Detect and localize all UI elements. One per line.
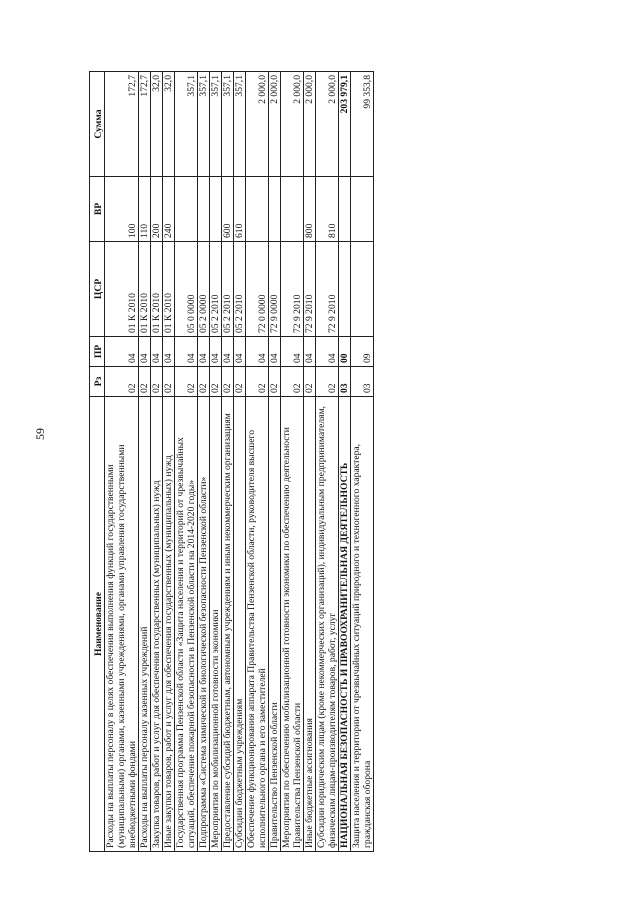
pr-cell: 04 [105, 337, 139, 367]
rz-cell: 02 [175, 367, 198, 397]
vr-cell [246, 177, 269, 242]
csr-cell: 01 К 2010 [163, 242, 175, 337]
table-row [351, 72, 374, 852]
sum-cell: 357,1 [175, 72, 198, 177]
name-cell: Предоставление субсидий бюджетным, автономным учреждениям и иным некоммерческим организациям [222, 397, 234, 852]
rz-cell: 02 [246, 367, 269, 397]
csr-cell: 05 2 2010 [234, 242, 246, 337]
pr-cell: 04 [210, 337, 222, 367]
sum-cell: 2 000,0 [246, 72, 269, 177]
sum-cell: 2 000,0 [316, 72, 339, 177]
table-row [246, 72, 269, 852]
name-cell: Правительство Пензенской области [269, 397, 281, 852]
csr-cell: 72 9 2010 [316, 242, 339, 337]
rz-cell: 02 [222, 367, 234, 397]
name-cell: Закупка товаров, работ и услуг для обеспечения государственных (муниципальных) нужд [151, 397, 163, 852]
name-cell: Иные бюджетные ассигнования [304, 397, 316, 852]
sum-cell: 32,0 [151, 72, 163, 177]
table-row [222, 72, 234, 852]
table-row [105, 72, 139, 852]
csr-cell: 72 0 0000 [246, 242, 269, 337]
rz-cell: 02 [139, 367, 151, 397]
header-vr: ВР [90, 177, 105, 242]
pr-cell: 04 [281, 337, 304, 367]
pr-cell: 09 [351, 337, 374, 367]
pr-cell: 04 [151, 337, 163, 367]
header-row [90, 72, 105, 852]
csr-cell: 72 9 2010 [281, 242, 304, 337]
pr-cell: 04 [198, 337, 210, 367]
name-cell: Расходы на выплаты персоналу в целях обеспечения выполнения функций государственными (муниципальными) органами, казенными учреждениями, органами управления государственными внебюджетными фондами [105, 397, 139, 852]
table-row [316, 72, 339, 852]
vr-cell: 100 [105, 177, 139, 242]
csr-cell: 05 2 2010 [222, 242, 234, 337]
name-cell: Мероприятия по обеспечению мобилизационной готовности экономики по обеспечению деятельности Правительства Пензенской области [281, 397, 304, 852]
table-header [90, 72, 105, 852]
table-row [163, 72, 175, 852]
pr-cell: 04 [269, 337, 281, 367]
vr-cell [281, 177, 304, 242]
csr-cell [351, 242, 374, 337]
csr-cell: 72 9 0000 [269, 242, 281, 337]
pr-cell: 04 [163, 337, 175, 367]
csr-cell: 72 9 2010 [304, 242, 316, 337]
rz-cell: 02 [151, 367, 163, 397]
table-body [105, 72, 374, 852]
name-cell: Иные закупки товаров, работ и услуг для обеспечения государственных (муниципальных) нужд [163, 397, 175, 852]
header-sum: Сумма [90, 72, 105, 177]
vr-cell: 200 [151, 177, 163, 242]
sum-cell: 172,7 [105, 72, 139, 177]
csr-cell: 05 2 0000 [198, 242, 210, 337]
pr-cell: 00 [339, 337, 351, 367]
vr-cell [351, 177, 374, 242]
header-rz: Рз [90, 367, 105, 397]
rz-cell: 02 [163, 367, 175, 397]
budget-table-canvas [89, 72, 549, 852]
name-cell: Субсидии юридическим лицам (кроме некоммерческих организаций), индивидуальным предпринимателям, физическим лицам-производителям товаров, работ, услуг [316, 397, 339, 852]
rz-cell: 02 [269, 367, 281, 397]
vr-cell [269, 177, 281, 242]
vr-cell: 240 [163, 177, 175, 242]
sum-cell: 99 353,8 [351, 72, 374, 177]
sum-cell: 2 000,0 [269, 72, 281, 177]
vr-cell: 110 [139, 177, 151, 242]
rz-cell: 02 [316, 367, 339, 397]
rz-cell: 02 [304, 367, 316, 397]
table-row [304, 72, 316, 852]
vr-cell [339, 177, 351, 242]
page-number: 59 [33, 428, 47, 440]
table-row [269, 72, 281, 852]
rz-cell: 02 [198, 367, 210, 397]
vr-cell: 600 [222, 177, 234, 242]
rz-cell: 02 [210, 367, 222, 397]
name-cell: Защита населения и территории от чрезвычайных ситуаций природного и техногенного характера, гражданская оборона [351, 397, 374, 852]
rz-cell: 02 [281, 367, 304, 397]
budget-table [89, 71, 374, 852]
table-row [281, 72, 304, 852]
sum-cell: 357,1 [222, 72, 234, 177]
name-cell: Расходы на выплаты персоналу казенных учреждений [139, 397, 151, 852]
csr-cell: 01 К 2010 [139, 242, 151, 337]
rz-cell: 02 [234, 367, 246, 397]
vr-cell [210, 177, 222, 242]
vr-cell [175, 177, 198, 242]
pr-cell: 04 [246, 337, 269, 367]
table-row [339, 72, 351, 852]
name-cell: НАЦИОНАЛЬНАЯ БЕЗОПАСНОСТЬ И ПРАВООХРАНИТЕЛЬНАЯ ДЕЯТЕЛЬНОСТЬ [339, 397, 351, 852]
table-row [175, 72, 198, 852]
name-cell: Мероприятия по мобилизационной готовности экономики [210, 397, 222, 852]
header-pr: ПР [90, 337, 105, 367]
name-cell: Государственная программа Пензенской области «Защита населения и территорий от чрезвычайных ситуаций, обеспечение пожарной безопасности в Пензенской области на 2014-2020 годы» [175, 397, 198, 852]
sum-cell: 357,1 [198, 72, 210, 177]
csr-cell [339, 242, 351, 337]
csr-cell: 01 К 2010 [151, 242, 163, 337]
rz-cell: 02 [105, 367, 139, 397]
pr-cell: 04 [234, 337, 246, 367]
table-row [139, 72, 151, 852]
sum-cell: 2 000,0 [281, 72, 304, 177]
rz-cell: 03 [351, 367, 374, 397]
pr-cell: 04 [175, 337, 198, 367]
pr-cell: 04 [139, 337, 151, 367]
name-cell: Обеспечение функционирования аппарата Правительства Пензенской области, руководителя высшего исполнительного органа и его заместителей [246, 397, 269, 852]
table-row [198, 72, 210, 852]
sum-cell: 32,0 [163, 72, 175, 177]
header-name: Наименование [90, 397, 105, 852]
csr-cell: 05 2 2010 [210, 242, 222, 337]
sum-cell: 357,1 [210, 72, 222, 177]
sum-cell: 172,7 [139, 72, 151, 177]
sum-cell: 2 000,0 [304, 72, 316, 177]
csr-cell: 05 0 0000 [175, 242, 198, 337]
header-csr: ЦСР [90, 242, 105, 337]
vr-cell: 610 [234, 177, 246, 242]
sum-cell: 203 979,1 [339, 72, 351, 177]
name-cell: Подпрограмма «Система химической и биологической безопасности Пензенской области» [198, 397, 210, 852]
rz-cell: 03 [339, 367, 351, 397]
sum-cell: 357,1 [234, 72, 246, 177]
name-cell: Субсидии бюджетным учреждениям [234, 397, 246, 852]
pr-cell: 04 [222, 337, 234, 367]
vr-cell [198, 177, 210, 242]
csr-cell: 01 К 2010 [105, 242, 139, 337]
pr-cell: 04 [316, 337, 339, 367]
table-row [210, 72, 222, 852]
vr-cell: 810 [316, 177, 339, 242]
table-row [151, 72, 163, 852]
vr-cell: 800 [304, 177, 316, 242]
table-row [234, 72, 246, 852]
pr-cell: 04 [304, 337, 316, 367]
